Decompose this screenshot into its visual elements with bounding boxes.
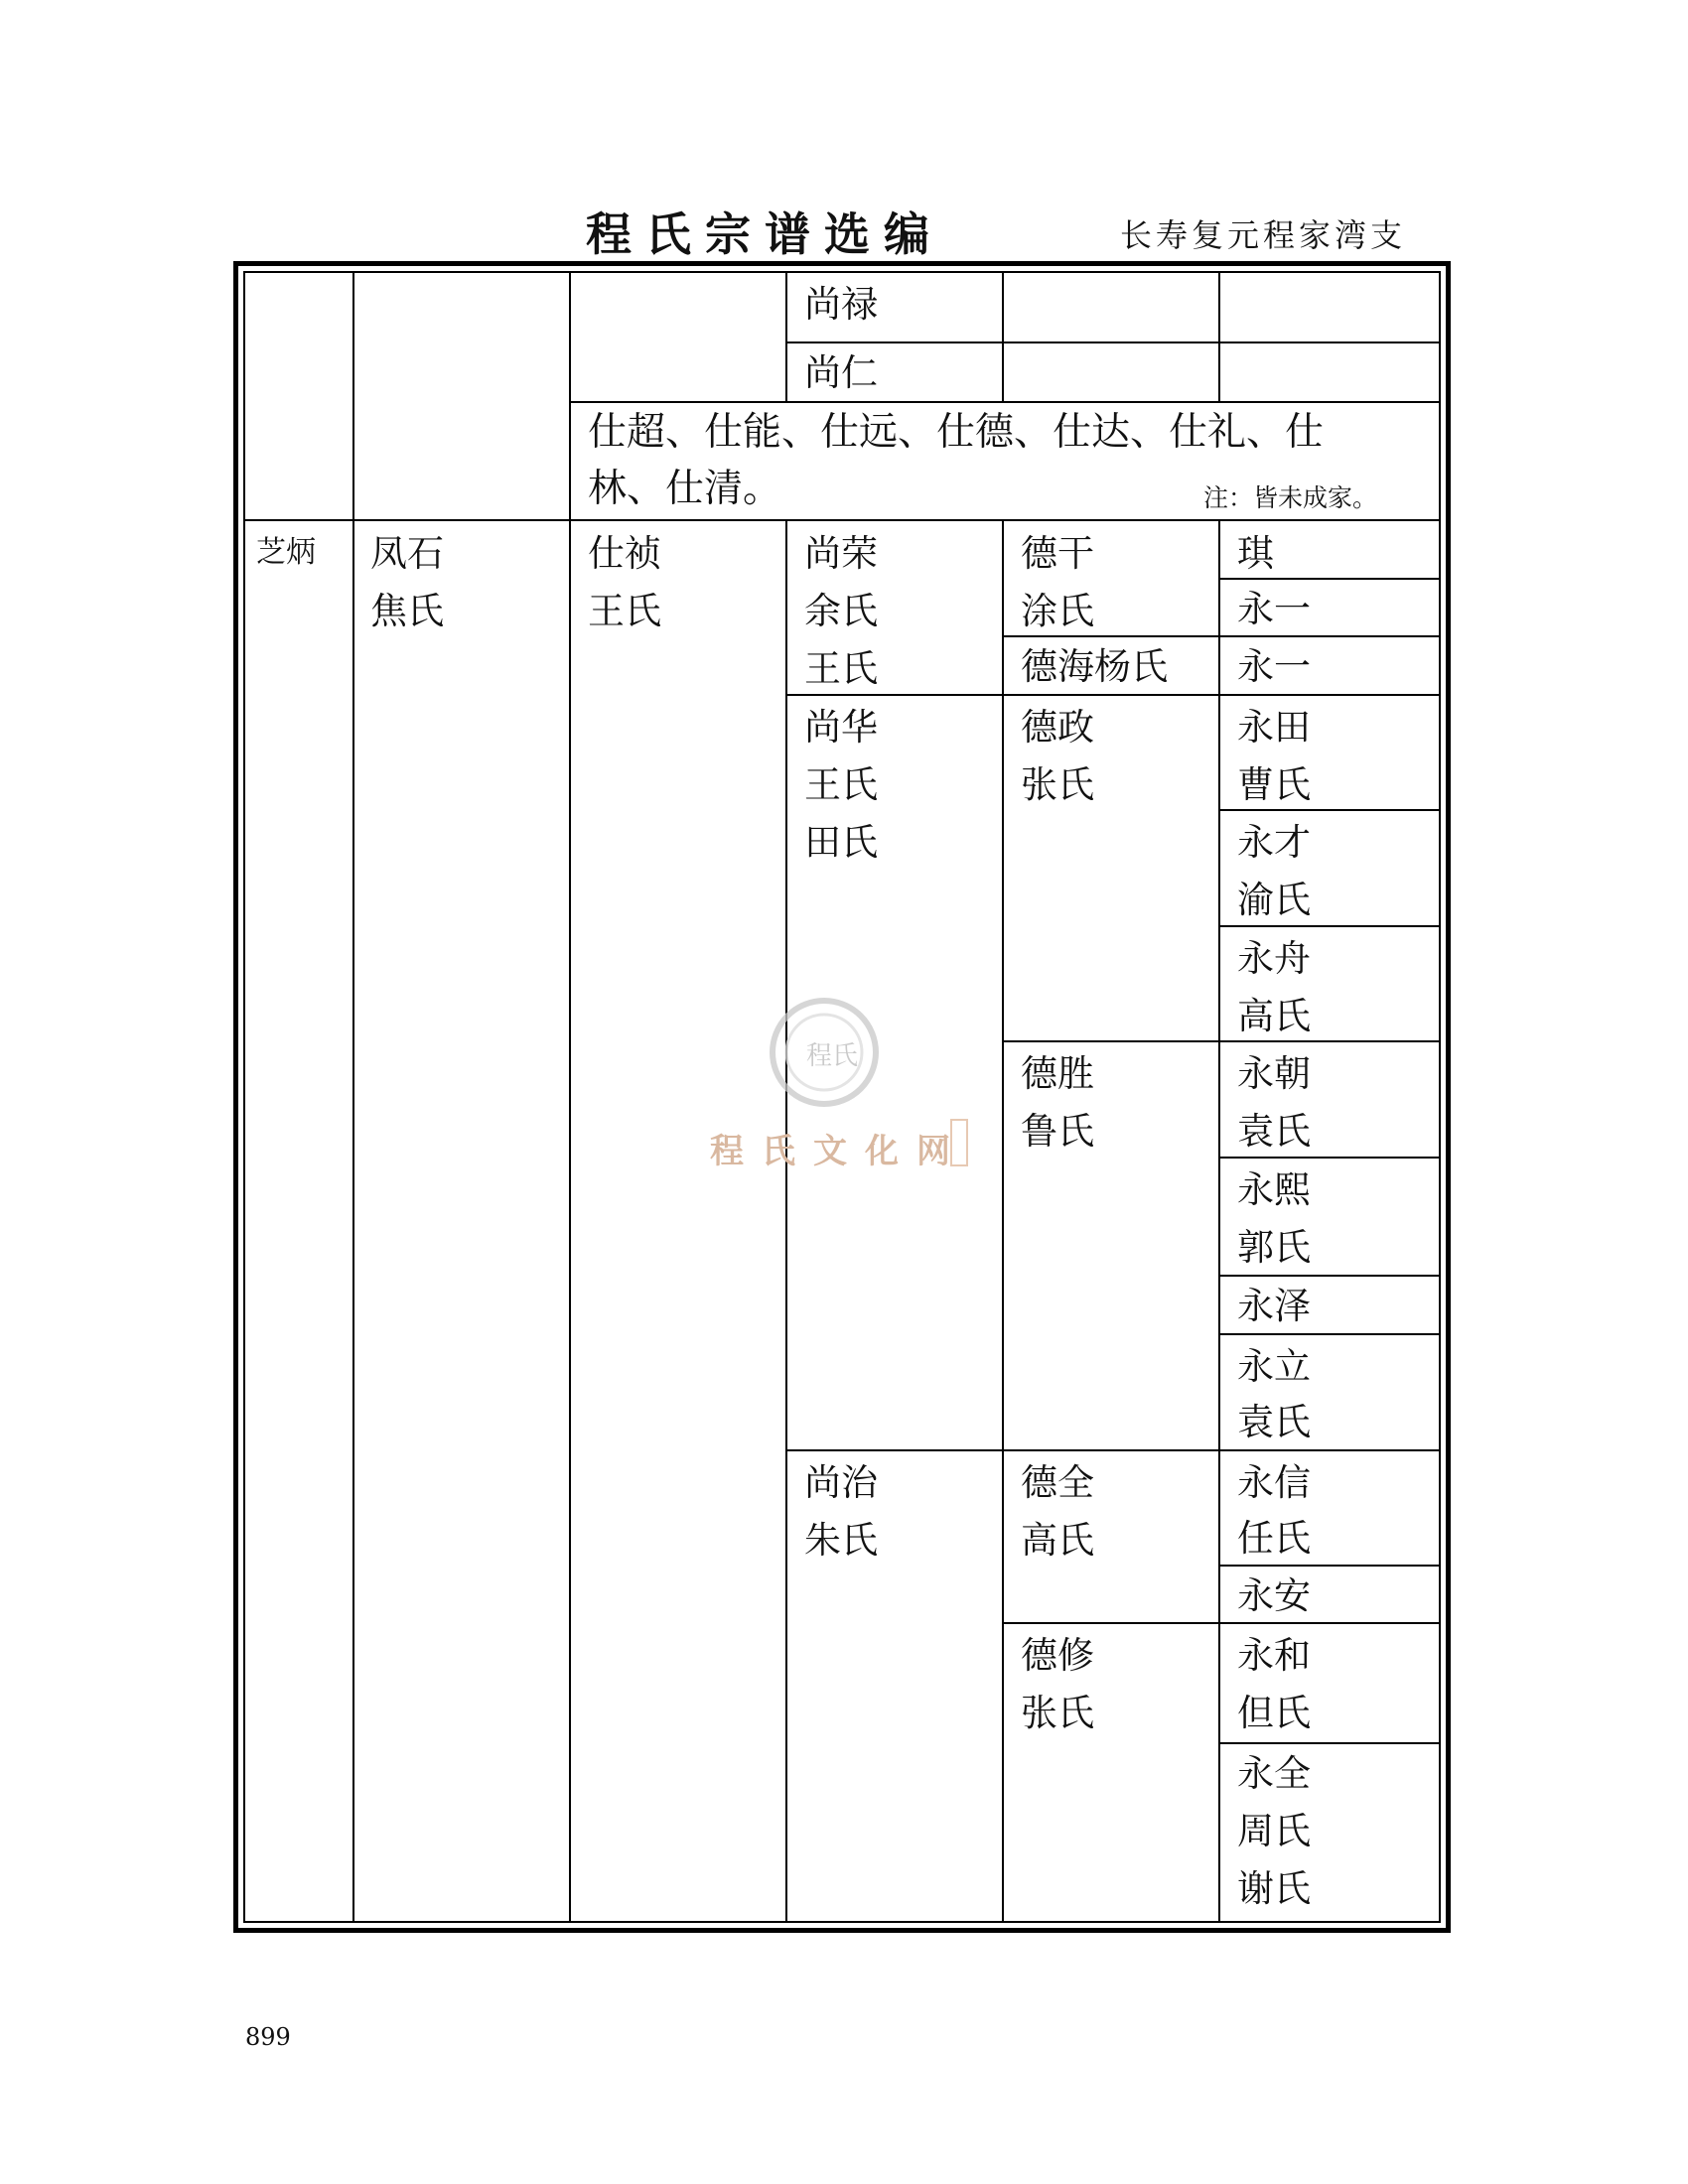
gen6-g-spouse: 袁氏 [1237, 1110, 1311, 1153]
gen6-d-spouse: 曹氏 [1237, 763, 1311, 806]
row-name-shanglu: 尚禄 [804, 283, 878, 326]
gen3-spouse: 王氏 [588, 590, 661, 632]
row-line-top-1 [785, 341, 1441, 343]
page-number: 899 [245, 2023, 291, 2051]
gen6-m-spouse: 但氏 [1237, 1692, 1311, 1734]
gen6-f-spouse: 高氏 [1237, 995, 1311, 1037]
gen6-m-name: 永和 [1237, 1634, 1311, 1677]
gen6-h-spouse: 郭氏 [1237, 1226, 1311, 1269]
gen4-a-spouse2: 王氏 [804, 647, 878, 690]
gen5-a-spouse: 涂氏 [1021, 590, 1094, 632]
gen6-sep-8 [1218, 1742, 1441, 1744]
col-line-3 [785, 271, 787, 402]
row-line-top-2 [569, 401, 1441, 403]
gen4-a-spouse1: 余氏 [804, 590, 878, 632]
gen6-b-name: 永一 [1237, 588, 1311, 630]
gen5-sep-2 [1002, 1040, 1441, 1042]
branch-title: 长寿复元程家湾支 [1120, 216, 1407, 254]
gen4-a-name: 尚荣 [804, 532, 878, 575]
gen5-e-name: 德全 [1021, 1461, 1094, 1504]
watermark-text: 程氏文化网 [710, 1132, 968, 1171]
gen6-n-spouse1: 周氏 [1237, 1810, 1311, 1852]
note-tail: 注：皆未成家。 [1203, 483, 1378, 512]
page-title: 程氏宗谱选编 [586, 207, 943, 261]
gen6-h-name: 永熙 [1237, 1168, 1311, 1211]
gen6-j-name: 永立 [1237, 1345, 1311, 1388]
gen6-c-name: 永一 [1237, 645, 1311, 688]
gen5-e-spouse: 高氏 [1021, 1519, 1094, 1562]
gen6-d-name: 永田 [1237, 706, 1311, 749]
col-line-4b [1002, 519, 1004, 1923]
col-line-4 [1002, 271, 1004, 402]
gen5-c-spouse: 张氏 [1021, 763, 1094, 806]
note-line-2: 林、仕清。 [588, 467, 782, 511]
gen4-c-spouse: 朱氏 [804, 1519, 878, 1562]
gen5-a-name: 德干 [1021, 532, 1094, 575]
col-line-3b [785, 519, 787, 1923]
note-line-1: 仕超、仕能、仕远、仕德、仕达、仕礼、仕 [588, 410, 1325, 455]
col-line-5 [1218, 271, 1220, 402]
gen6-k-spouse: 任氏 [1237, 1517, 1311, 1560]
gen6-j-spouse: 袁氏 [1237, 1401, 1311, 1443]
row-name-shangren: 尚仁 [804, 351, 878, 394]
gen4-c-name: 尚治 [804, 1461, 878, 1504]
gen5-d-name: 德胜 [1021, 1052, 1094, 1095]
gen6-n-name: 永全 [1237, 1752, 1311, 1795]
gen4-b-spouse2: 田氏 [804, 821, 878, 864]
gen4-sep-2 [785, 1449, 1441, 1451]
gen4-b-name: 尚华 [804, 706, 878, 749]
gen2-name: 凤石 [370, 532, 444, 575]
gen5-f-spouse: 张氏 [1021, 1692, 1094, 1734]
gen6-e-name: 永才 [1237, 821, 1311, 864]
gen6-i-name: 永泽 [1237, 1285, 1311, 1327]
gen6-k-name: 永信 [1237, 1461, 1311, 1504]
col-line-5b [1218, 519, 1220, 1923]
gen5-c-name: 德政 [1021, 706, 1094, 749]
gen6-f-name: 永舟 [1237, 937, 1311, 980]
gen6-l-name: 永安 [1237, 1574, 1311, 1617]
gen5-f-name: 德修 [1021, 1634, 1094, 1677]
gen5-b-name: 德海杨氏 [1021, 645, 1168, 688]
gen5-sep-3 [1002, 1622, 1441, 1624]
gen3-name: 仕祯 [588, 532, 661, 575]
gen5-d-spouse: 鲁氏 [1021, 1110, 1094, 1153]
seal-lettering: 程氏 [806, 1041, 859, 1071]
gen1-name: 芝炳 [256, 535, 316, 570]
row-line-main [243, 519, 1441, 521]
gen6-e-spouse: 渝氏 [1237, 879, 1311, 921]
gen6-g-name: 永朝 [1237, 1052, 1311, 1095]
gen6-a-name: 琪 [1237, 532, 1274, 575]
gen2-spouse: 焦氏 [370, 590, 444, 632]
gen4-b-spouse1: 王氏 [804, 763, 878, 806]
gen6-n-spouse2: 谢氏 [1237, 1867, 1311, 1910]
